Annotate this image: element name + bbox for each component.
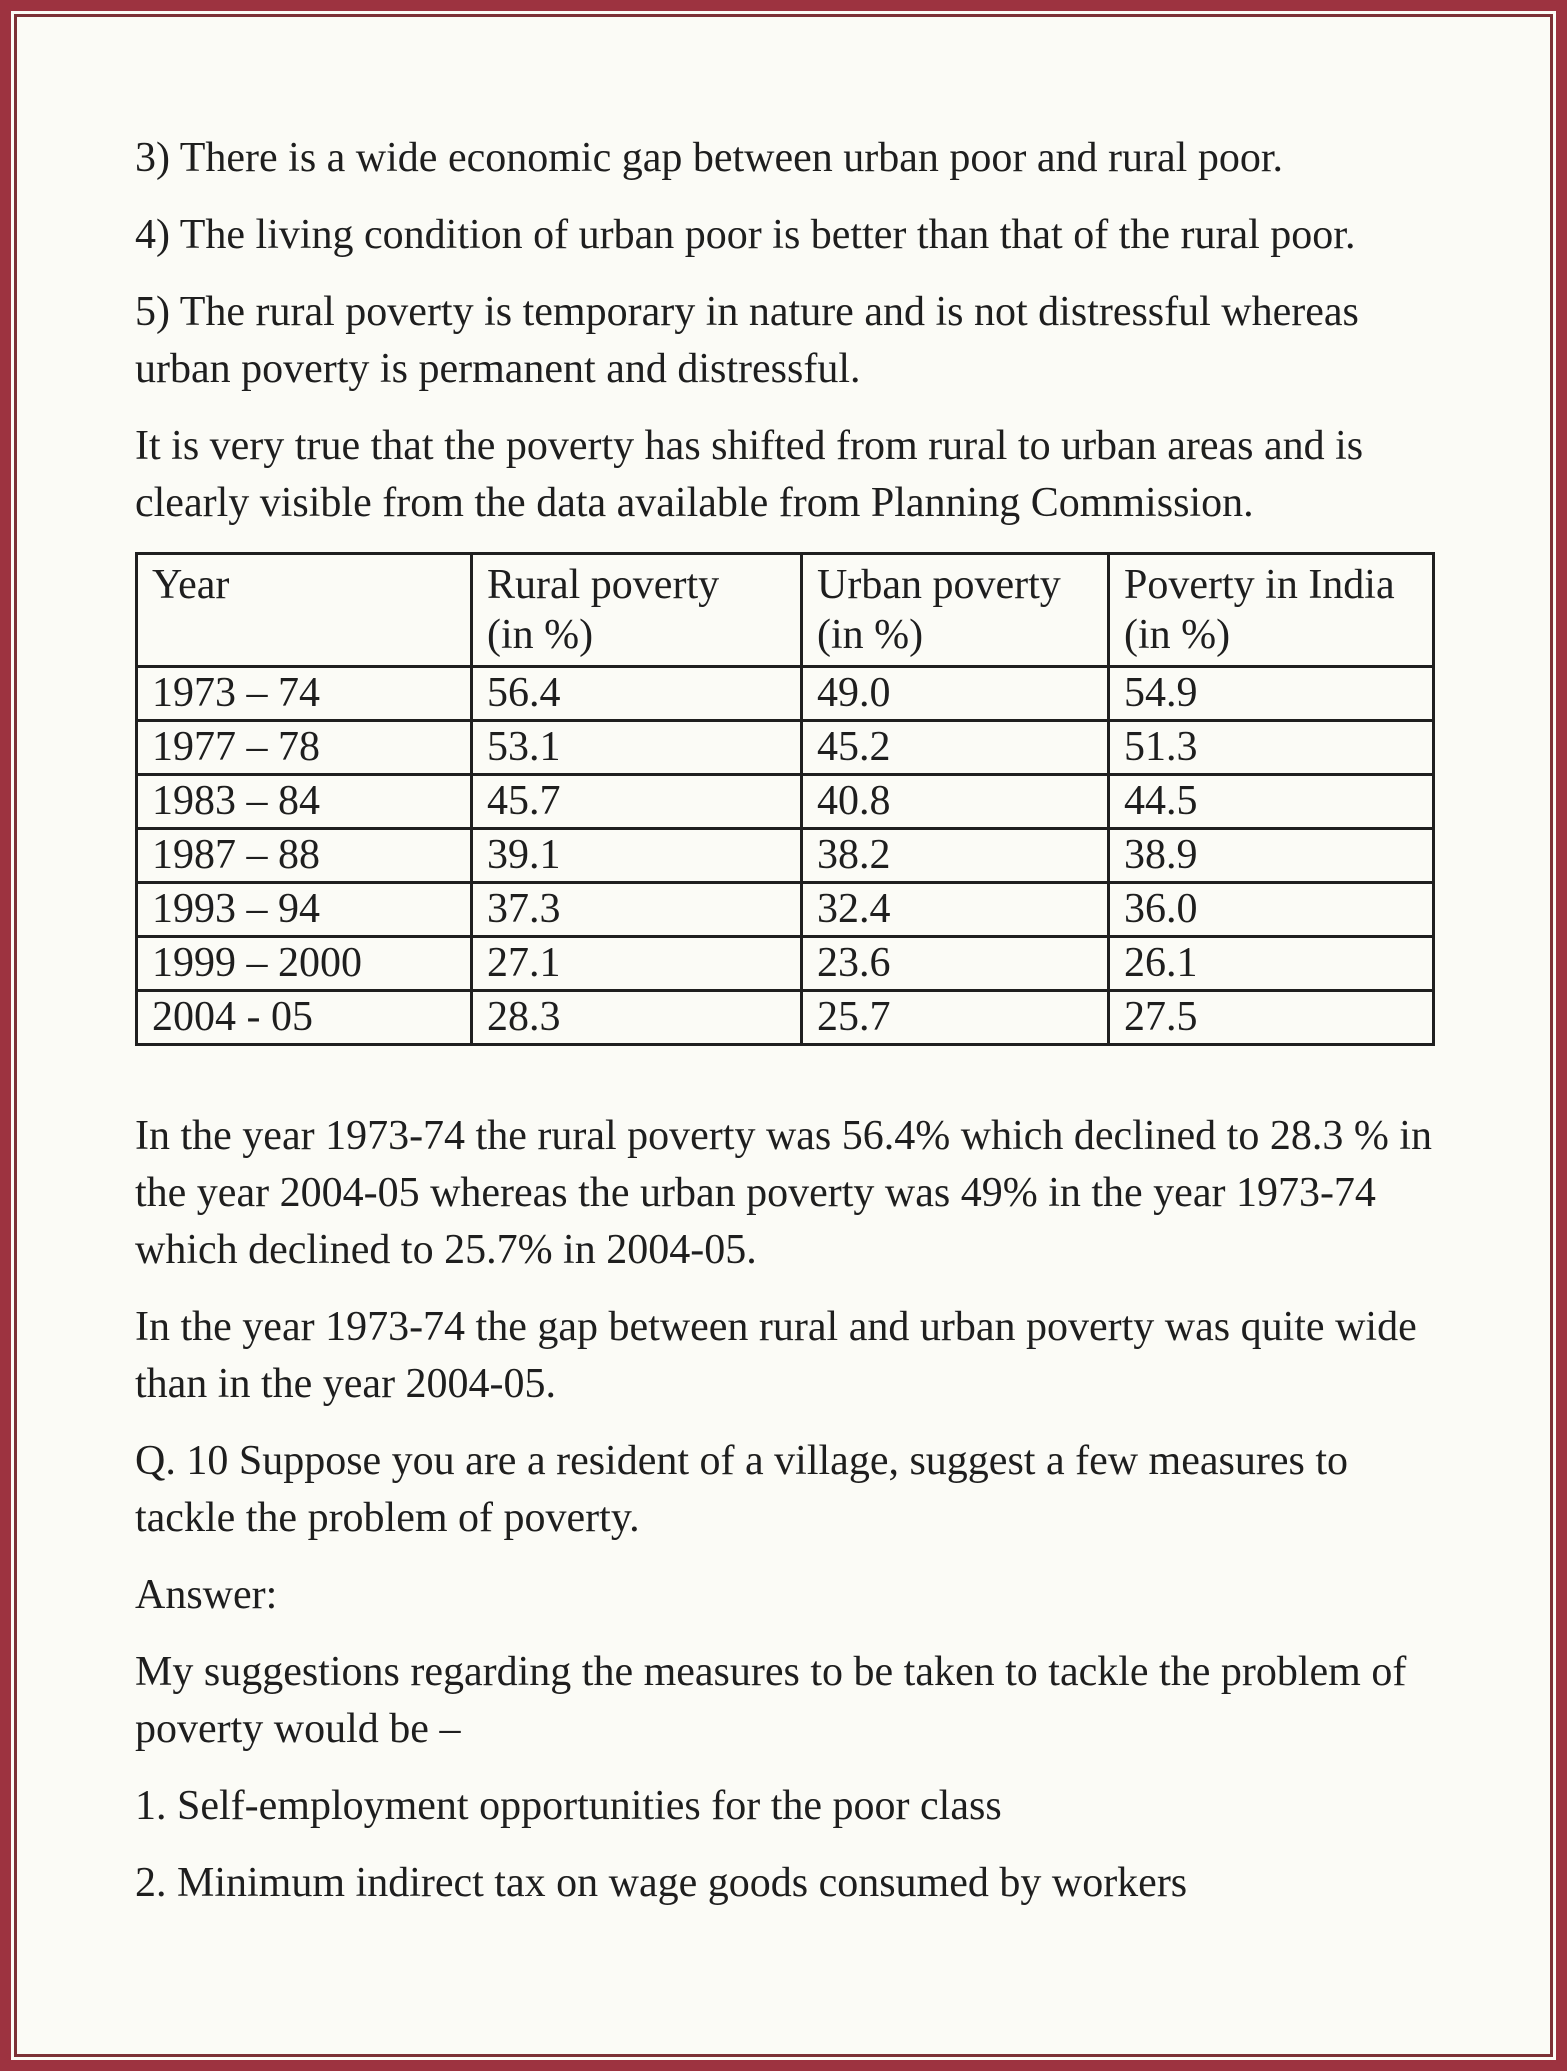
cell-urban: 45.2 xyxy=(802,721,1109,775)
paragraph-analysis-1: In the year 1973-74 the rural poverty was 56.4% which declined to 28.3 % in the year 2004-05 whereas the urban poverty was 49% in the year 1973-74 which declined to 25.7% in 2004-05. xyxy=(135,1113,1432,1273)
table-row xyxy=(137,829,1434,883)
cell-rural: 28.3 xyxy=(472,991,802,1045)
table-row xyxy=(137,883,1434,937)
table-row xyxy=(137,991,1434,1045)
cell-india: 44.5 xyxy=(1109,775,1434,829)
cell-urban: 49.0 xyxy=(802,667,1109,721)
column-header-year xyxy=(137,554,472,667)
table-row xyxy=(137,937,1434,991)
column-unit: (in %) xyxy=(1124,612,1231,658)
table-row xyxy=(137,721,1434,775)
cell-rural: 37.3 xyxy=(472,883,802,937)
column-title: Poverty in India xyxy=(1124,562,1395,608)
cell-urban: 32.4 xyxy=(802,883,1109,937)
answer-label: Answer: xyxy=(135,1572,278,1618)
paragraph-question-10: Q. 10 Suppose you are a resident of a village, suggest a few measures to tackle the problem of poverty. xyxy=(135,1438,1348,1541)
paragraph-point-5: 5) The rural poverty is temporary in nature and is not distressful whereas urban poverty is permanent and distressful. xyxy=(135,289,1359,392)
paragraph-measure-1: 1. Self-employment opportunities for the poor class xyxy=(135,1783,1002,1829)
paragraph-point-4: 4) The living condition of urban poor is better than that of the rural poor. xyxy=(135,212,1356,258)
paragraph-measure-2: 2. Minimum indirect tax on wage goods consumed by workers xyxy=(135,1860,1188,1906)
cell-india: 51.3 xyxy=(1109,721,1434,775)
cell-rural: 56.4 xyxy=(472,667,802,721)
column-unit: (in %) xyxy=(487,612,594,658)
column-header-poverty-in-india xyxy=(1109,554,1434,667)
cell-india: 54.9 xyxy=(1109,667,1434,721)
cell-year: 1987 – 88 xyxy=(137,829,472,883)
column-unit: (in %) xyxy=(817,612,924,658)
column-header-rural-poverty xyxy=(472,554,802,667)
column-title: Rural poverty xyxy=(487,562,720,608)
cell-year: 1999 – 2000 xyxy=(137,937,472,991)
cell-year: 1977 – 78 xyxy=(137,721,472,775)
cell-year: 2004 - 05 xyxy=(137,991,472,1045)
cell-urban: 23.6 xyxy=(802,937,1109,991)
paragraph-analysis-2: In the year 1973-74 the gap between rural and urban poverty was quite wide than in the year 2004-05. xyxy=(135,1304,1417,1407)
paragraph-answer-intro: My suggestions regarding the measures to be taken to tackle the problem of poverty would be – xyxy=(135,1649,1407,1752)
cell-year: 1983 – 84 xyxy=(137,775,472,829)
column-title: Urban poverty xyxy=(817,562,1061,608)
column-header-urban-poverty xyxy=(802,554,1109,667)
cell-year: 1993 – 94 xyxy=(137,883,472,937)
cell-india: 26.1 xyxy=(1109,937,1434,991)
table-row xyxy=(137,667,1434,721)
table-row xyxy=(137,775,1434,829)
cell-india: 27.5 xyxy=(1109,991,1434,1045)
cell-rural: 39.1 xyxy=(472,829,802,883)
cell-rural: 45.7 xyxy=(472,775,802,829)
cell-urban: 38.2 xyxy=(802,829,1109,883)
cell-year: 1973 – 74 xyxy=(137,667,472,721)
table-header-row xyxy=(137,554,1434,667)
cell-india: 38.9 xyxy=(1109,829,1434,883)
poverty-table xyxy=(135,552,1435,1046)
cell-urban: 40.8 xyxy=(802,775,1109,829)
cell-rural: 27.1 xyxy=(472,937,802,991)
paragraph-intro: It is very true that the poverty has shifted from rural to urban areas and is clearly visible from the data available from Planning Commission. xyxy=(135,423,1364,526)
cell-india: 36.0 xyxy=(1109,883,1434,937)
paragraph-point-3: 3) There is a wide economic gap between urban poor and rural poor. xyxy=(135,135,1283,181)
cell-rural: 53.1 xyxy=(472,721,802,775)
column-title: Year xyxy=(152,562,230,608)
cell-urban: 25.7 xyxy=(802,991,1109,1045)
